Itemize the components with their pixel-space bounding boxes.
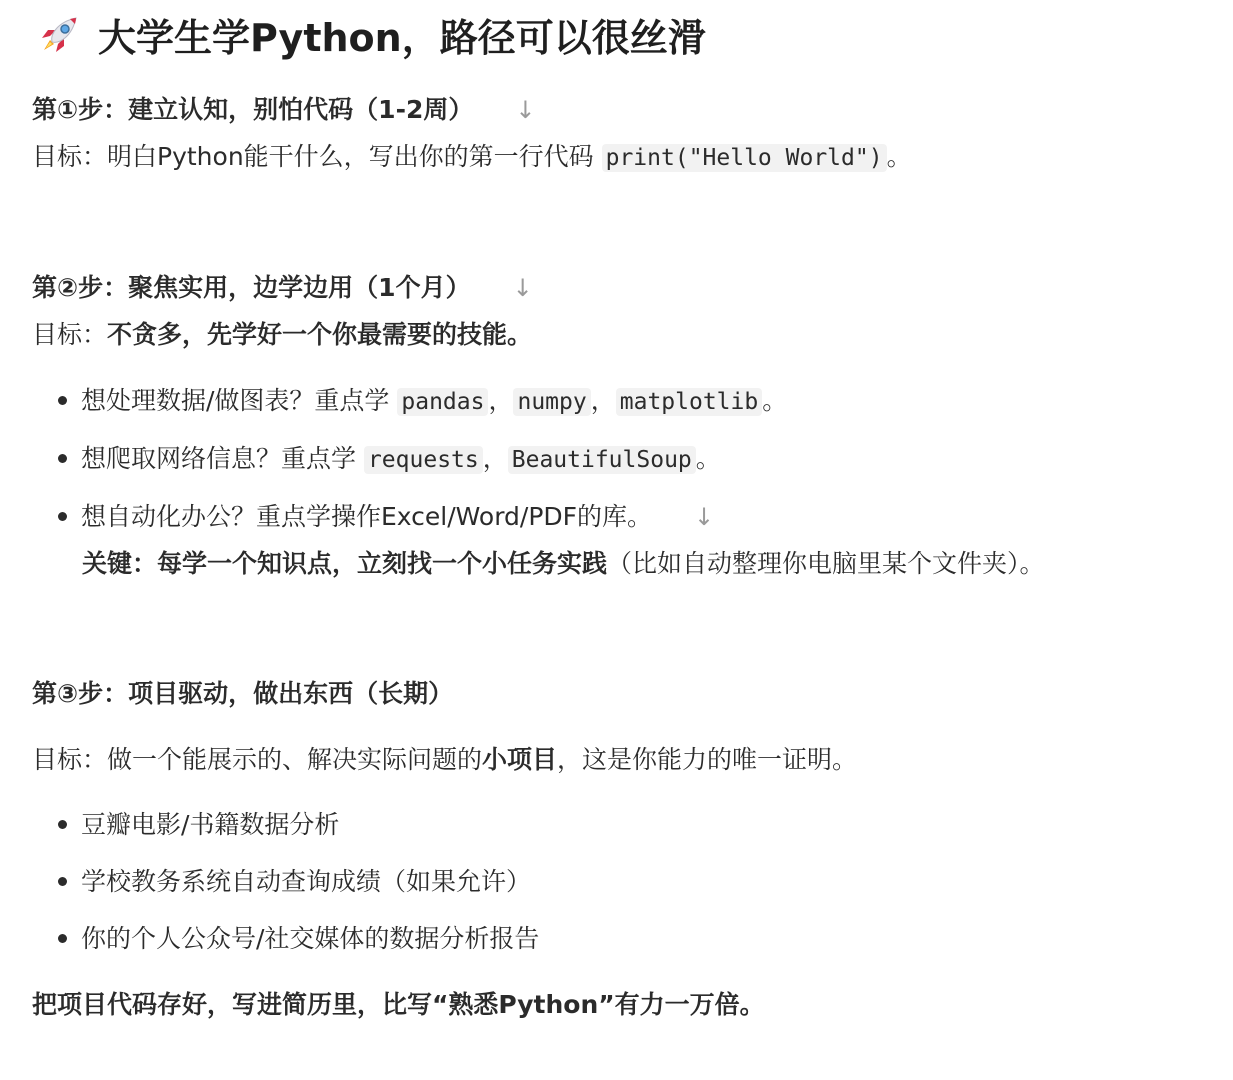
bullet-dot xyxy=(58,454,67,463)
step-1-heading xyxy=(32,92,535,128)
inline-code: matplotlib xyxy=(616,388,762,416)
step-2-goal xyxy=(32,316,532,354)
down-arrow-icon: ↓ xyxy=(515,96,536,124)
list-item-text: 豆瓣电影/书籍数据分析 xyxy=(81,810,340,839)
separator: ， xyxy=(488,386,514,415)
bullet-dot xyxy=(58,820,67,829)
step-2-heading-text: 第②步：聚焦实用，边学边用（1个月） xyxy=(32,273,471,302)
step-3-heading xyxy=(32,676,453,712)
bullet-dot xyxy=(58,934,67,943)
step-2-key-note xyxy=(82,545,1045,583)
key-note-text: （比如自动整理你电脑里某个文件夹）。 xyxy=(607,549,1045,578)
list-item xyxy=(58,440,721,478)
list-item-text: 想爬取网络信息？重点学 xyxy=(81,444,364,473)
punctuation: 。 xyxy=(886,142,912,171)
list-item-text: 学校教务系统自动查询成绩（如果允许） xyxy=(81,867,532,896)
separator: ， xyxy=(482,444,508,473)
down-arrow-icon: ↓ xyxy=(512,274,533,302)
step-3-goal-suffix: ，这是你能力的唯一证明。 xyxy=(557,745,858,774)
key-note-bold: 关键：每学一个知识点，立刻找一个小任务实践 xyxy=(82,549,608,578)
closing-statement: 把项目代码存好，写进简历里，比写“熟悉Python”有力一万倍。 xyxy=(32,990,765,1019)
step-2-goal-bold: 不贪多，先学好一个你最需要的技能。 xyxy=(107,320,533,349)
inline-code: print("Hello World") xyxy=(602,144,887,172)
list-item xyxy=(58,863,531,901)
page-title xyxy=(36,6,706,62)
step-3-goal xyxy=(32,741,857,779)
page-title-text: 大学生学Python，路径可以很丝滑 xyxy=(98,15,706,60)
punctuation: 。 xyxy=(762,386,788,415)
punctuation: 。 xyxy=(695,444,721,473)
list-item-text: 想自动化办公？重点学操作Excel/Word/PDF的库。 xyxy=(81,502,653,531)
list-item xyxy=(58,920,539,958)
bullet-dot xyxy=(58,877,67,886)
list-item-text: 想处理数据/做图表？重点学 xyxy=(81,386,398,415)
step-2-goal-label: 目标： xyxy=(32,320,108,349)
step-1-heading-text: 第①步：建立认知，别怕代码（1-2周） xyxy=(32,95,474,124)
step-3-heading-text: 第③步：项目驱动，做出东西（长期） xyxy=(32,679,454,708)
inline-code: requests xyxy=(364,446,483,474)
separator: ， xyxy=(590,386,616,415)
inline-code: pandas xyxy=(397,388,488,416)
step-1-goal xyxy=(32,138,912,176)
step-3-goal-bold: 小项目 xyxy=(482,745,558,774)
list-item xyxy=(58,806,339,844)
list-item-text: 你的个人公众号/社交媒体的数据分析报告 xyxy=(81,924,540,953)
list-item xyxy=(58,382,787,420)
bullet-dot xyxy=(58,512,67,521)
step-3-goal-text: 目标：做一个能展示的、解决实际问题的 xyxy=(32,745,483,774)
step-2-heading xyxy=(32,270,533,306)
bullet-dot xyxy=(58,396,67,405)
step-1-goal-text: 目标：明白Python能干什么，写出你的第一行代码 xyxy=(32,142,602,171)
rocket-icon xyxy=(36,10,84,58)
down-arrow-icon: ↓ xyxy=(694,503,715,531)
inline-code: numpy xyxy=(513,388,590,416)
inline-code: BeautifulSoup xyxy=(508,446,696,474)
list-item xyxy=(58,498,714,536)
